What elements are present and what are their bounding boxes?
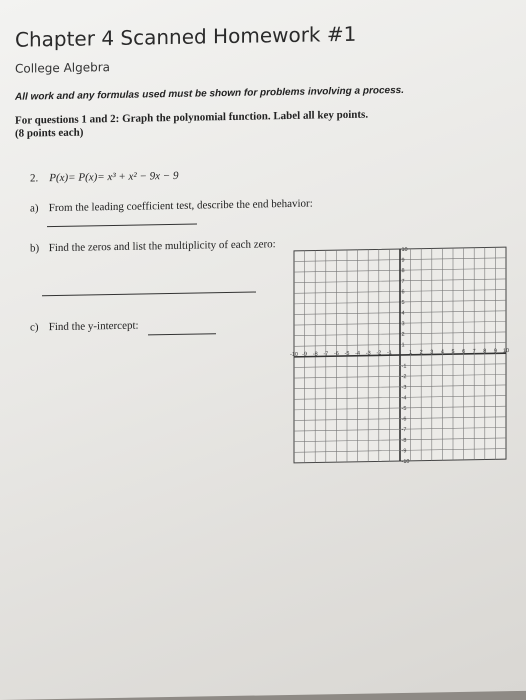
question-header bbox=[15, 107, 435, 140]
y-tick-label: 9 bbox=[401, 257, 405, 264]
problem-statement bbox=[30, 170, 178, 185]
y-tick-label: -2 bbox=[401, 374, 407, 381]
y-tick-label: 8 bbox=[401, 268, 405, 275]
part-c bbox=[30, 320, 139, 334]
y-tick-label: 3 bbox=[401, 321, 405, 328]
x-tick-label: -5 bbox=[344, 350, 350, 357]
problem-number: 2. bbox=[30, 172, 39, 185]
x-tick-label: 4 bbox=[440, 349, 444, 356]
y-tick-label: 5 bbox=[401, 299, 405, 306]
x-tick-label: -8 bbox=[312, 351, 318, 358]
part-a-text: From the leading coefficient test, describe the end behavior: bbox=[48, 197, 313, 215]
y-tick-label: 2 bbox=[401, 331, 405, 338]
part-b bbox=[30, 238, 280, 255]
instructions: All work and any formulas used must be shown for problems involving a process. bbox=[15, 84, 404, 103]
part-a-label: a) bbox=[30, 202, 39, 215]
y-tick-label: -1 bbox=[401, 363, 407, 370]
x-tick-label: 9 bbox=[493, 348, 497, 355]
question-header-line1: For questions 1 and 2: Graph the polynomial function. Label all key points. bbox=[15, 108, 369, 127]
part-a bbox=[30, 198, 313, 215]
x-tick-label: 7 bbox=[472, 348, 476, 355]
part-b-text: Find the zeros and list the multiplicity of each zero: bbox=[48, 238, 276, 255]
page-title: Chapter 4 Scanned Homework #1 bbox=[15, 21, 357, 52]
y-tick-label: -8 bbox=[401, 437, 407, 444]
y-tick-label: 4 bbox=[401, 310, 405, 317]
x-tick-label: 8 bbox=[483, 348, 487, 355]
x-tick-label: -4 bbox=[355, 350, 361, 357]
x-tick-label: -7 bbox=[323, 351, 329, 358]
x-tick-label: 10 bbox=[502, 348, 510, 355]
part-c-text: Find the y-intercept: bbox=[48, 319, 139, 334]
coordinate-grid-svg[interactable] bbox=[290, 239, 518, 475]
y-tick-label: 10 bbox=[401, 246, 408, 253]
problem-function: P(x)= P(x)= x³ + x² − 9x − 9 bbox=[49, 169, 179, 185]
coordinate-grid[interactable] bbox=[290, 239, 518, 480]
y-tick-label: -10 bbox=[401, 458, 410, 465]
y-tick-label: -4 bbox=[401, 395, 407, 402]
x-tick-label: 6 bbox=[462, 348, 466, 355]
part-b-answer-line[interactable] bbox=[42, 292, 256, 297]
x-tick-label: 1 bbox=[409, 349, 413, 356]
y-tick-label: -5 bbox=[401, 405, 407, 412]
y-tick-label: -9 bbox=[401, 448, 407, 455]
x-tick-label: -6 bbox=[333, 351, 339, 358]
y-tick-label: 1 bbox=[401, 342, 405, 349]
x-tick-label: -3 bbox=[365, 350, 371, 357]
x-tick-label: 2 bbox=[419, 349, 423, 356]
course-name: College Algebra bbox=[15, 60, 111, 76]
x-tick-label: -10 bbox=[290, 351, 298, 358]
question-header-line2: (8 points each) bbox=[15, 126, 84, 140]
y-tick-label: -6 bbox=[401, 416, 407, 423]
x-tick-label: 5 bbox=[451, 349, 455, 356]
y-tick-label: -7 bbox=[401, 427, 407, 434]
x-tick-label: -2 bbox=[376, 350, 382, 357]
y-tick-label: 6 bbox=[401, 289, 405, 296]
x-tick-label: -1 bbox=[386, 350, 392, 357]
x-tick-label: -9 bbox=[302, 351, 308, 358]
part-c-answer-line[interactable] bbox=[148, 333, 216, 335]
part-b-label: b) bbox=[30, 242, 40, 255]
x-tick-label: 3 bbox=[430, 349, 434, 356]
y-tick-label: -3 bbox=[401, 384, 407, 391]
y-tick-label: 7 bbox=[401, 278, 405, 285]
part-c-label: c) bbox=[30, 321, 39, 334]
part-a-answer-line[interactable] bbox=[47, 224, 197, 228]
